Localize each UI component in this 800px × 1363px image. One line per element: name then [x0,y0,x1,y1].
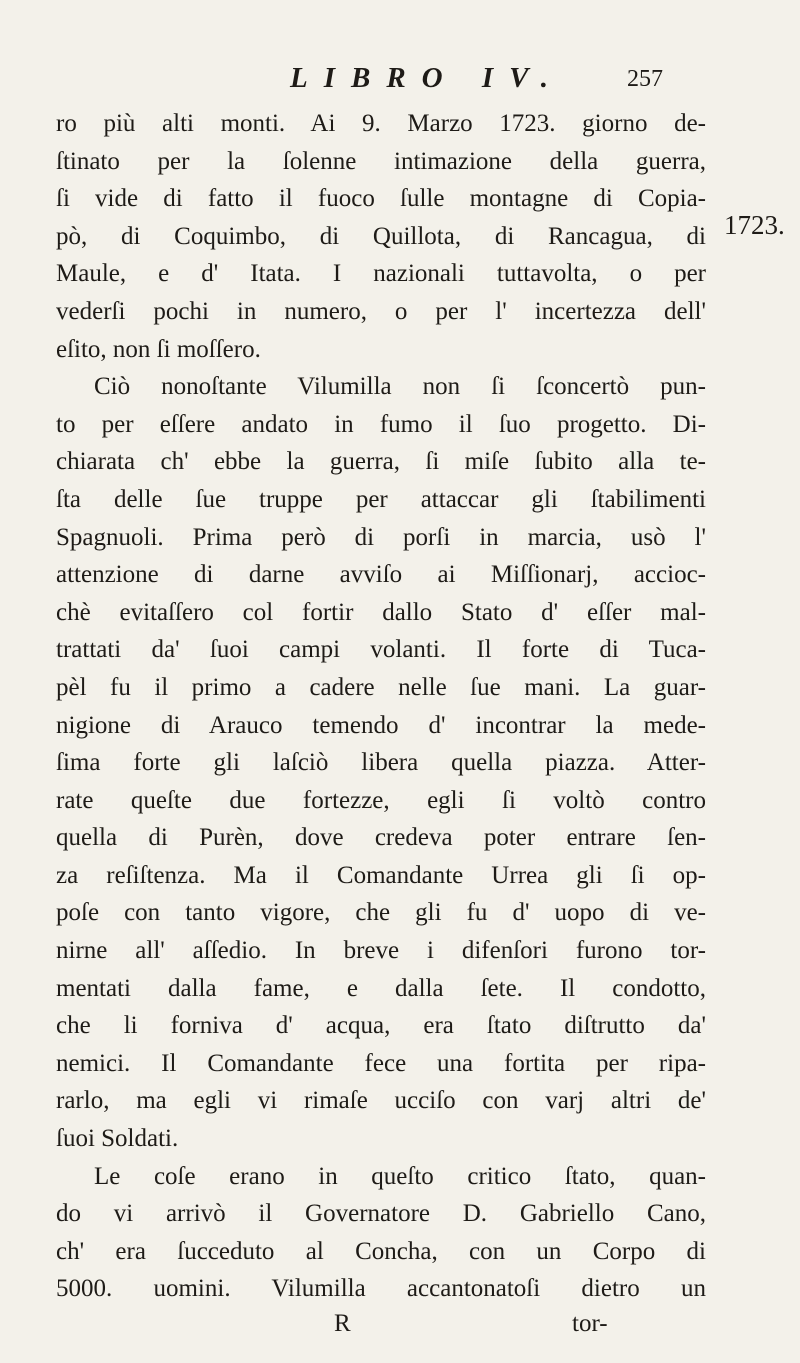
text-line: nigione di Arauco temendo d' incontrar la mede- [56,711,706,739]
text-line: ſuoi Soldati. [56,1125,179,1153]
text-line: nemici. Il Comandante fece una fortita per ripa- [56,1049,706,1077]
text-line: do vi arrivò il Governatore D. Gabriello Cano, [56,1200,706,1228]
text-line: ch' era ſucceduto al Concha, con un Corpo di [56,1237,706,1265]
text-line: Ciò nonoſtante Vilumilla non ſi ſconcertò pun- [94,373,706,401]
book-title: LIBRO IV. [290,62,565,94]
text-line: ſi vide di fatto il fuoco ſulle montagne di Copia- [56,185,706,213]
text-line: eſito, non ſi moſſero. [56,335,261,363]
text-line: vederſi pochi in numero, o per l' incertezza dell' [56,297,706,325]
page-number: 257 [627,66,663,92]
page-footer [0,1310,800,1350]
text-line: ſtinato per la ſolenne intimazione della guerra, [56,147,706,175]
text-line: pèl fu il primo a cadere nelle ſue mani. La guar- [56,673,706,701]
text-line: rarlo, ma egli vi rimaſe ucciſo con varj altri de' [56,1087,706,1115]
text-line: ro più alti monti. Ai 9. Marzo 1723. giorno de- [56,110,706,137]
text-line: quella di Purèn, dove credeva poter entrare ſen- [56,824,706,852]
margin-year-note: 1723. [724,210,785,240]
text-line: Le coſe erano in queſto critico ſtato, quan- [94,1162,706,1190]
text-line: che li forniva d' acqua, era ſtato diſtrutto da' [56,1012,706,1040]
text-line: trattati da' ſuoi campi volanti. Il forte di Tuca- [56,636,706,664]
text-line: attenzione di darne avviſo ai Miſſionarj, accioc- [56,561,706,589]
running-head [0,58,800,98]
text-line: rate queſte due fortezze, egli ſi voltò contro [56,786,706,814]
text-line: za reſiſtenza. Ma il Comandante Urrea gli ſi op- [56,861,706,889]
text-line: poſe con tanto vigore, che gli fu d' uopo di ve- [56,899,706,927]
text-line: 5000. uomini. Vilumilla accantonatoſi dietro un [56,1275,706,1303]
body-text [56,105,706,1308]
text-line: chè evitaſſero col fortir dallo Stato d' eſſer mal- [56,598,706,626]
text-line: to per eſſere andato in fumo il ſuo progetto. Di- [56,410,706,438]
text-line: mentati dalla fame, e dalla ſete. Il condotto, [56,974,706,1002]
text-line: nirne all' aſſedio. In breve i difenſori furono tor- [56,937,706,965]
text-line: chiarata ch' ebbe la guerra, ſi miſe ſubito alla te- [56,448,706,476]
text-line: ſima forte gli laſciò libera quella piazza. Atter- [56,749,706,777]
text-line: pò, di Coquimbo, di Quillota, di Rancagua, di [56,222,706,250]
text-line: Maule, e d' Itata. I nazionali tuttavolta, o per [56,260,706,288]
text-line: ſta delle ſue truppe per attaccar gli ſtabilimenti [56,485,706,513]
catchword: tor- [572,1310,608,1337]
text-line: Spagnuoli. Prima però di porſi in marcia, usò l' [56,523,706,551]
signature-mark: R [334,1310,351,1337]
